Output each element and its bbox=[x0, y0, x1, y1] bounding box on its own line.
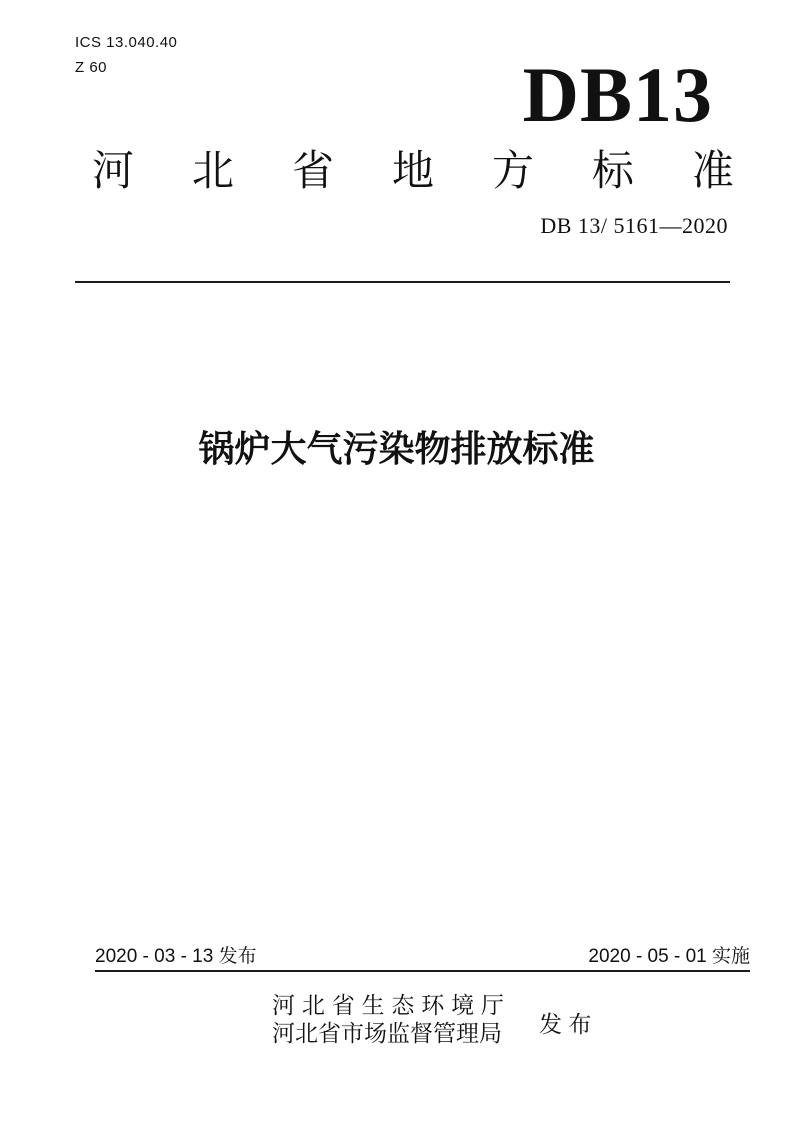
publish-label: 发 布 bbox=[539, 1011, 592, 1037]
standard-category-heading: 河 北 省 地 方 标 准 bbox=[92, 147, 734, 194]
classification-code: Z 60 bbox=[75, 59, 108, 76]
db13-logo: DB13 bbox=[522, 51, 713, 138]
issuer-line-1: 河 北 省 生 态 环 境 厅 bbox=[272, 992, 504, 1018]
issuer-block bbox=[272, 991, 504, 1047]
ics-code: ICS 13.040.40 bbox=[75, 34, 178, 51]
implementation-date: 2020 - 05 - 01 实施 bbox=[588, 946, 750, 967]
date-row bbox=[95, 946, 750, 969]
footer-divider-rule bbox=[95, 970, 750, 972]
header-divider-rule bbox=[75, 281, 730, 283]
issue-date: 2020 - 03 - 13 发布 bbox=[95, 946, 257, 967]
standard-number: DB 13/ 5161—2020 bbox=[540, 213, 728, 238]
document-title: 锅炉大气污染物排放标准 bbox=[198, 428, 595, 469]
issuer-line-2: 河北省市场监督管理局 bbox=[272, 1020, 502, 1046]
